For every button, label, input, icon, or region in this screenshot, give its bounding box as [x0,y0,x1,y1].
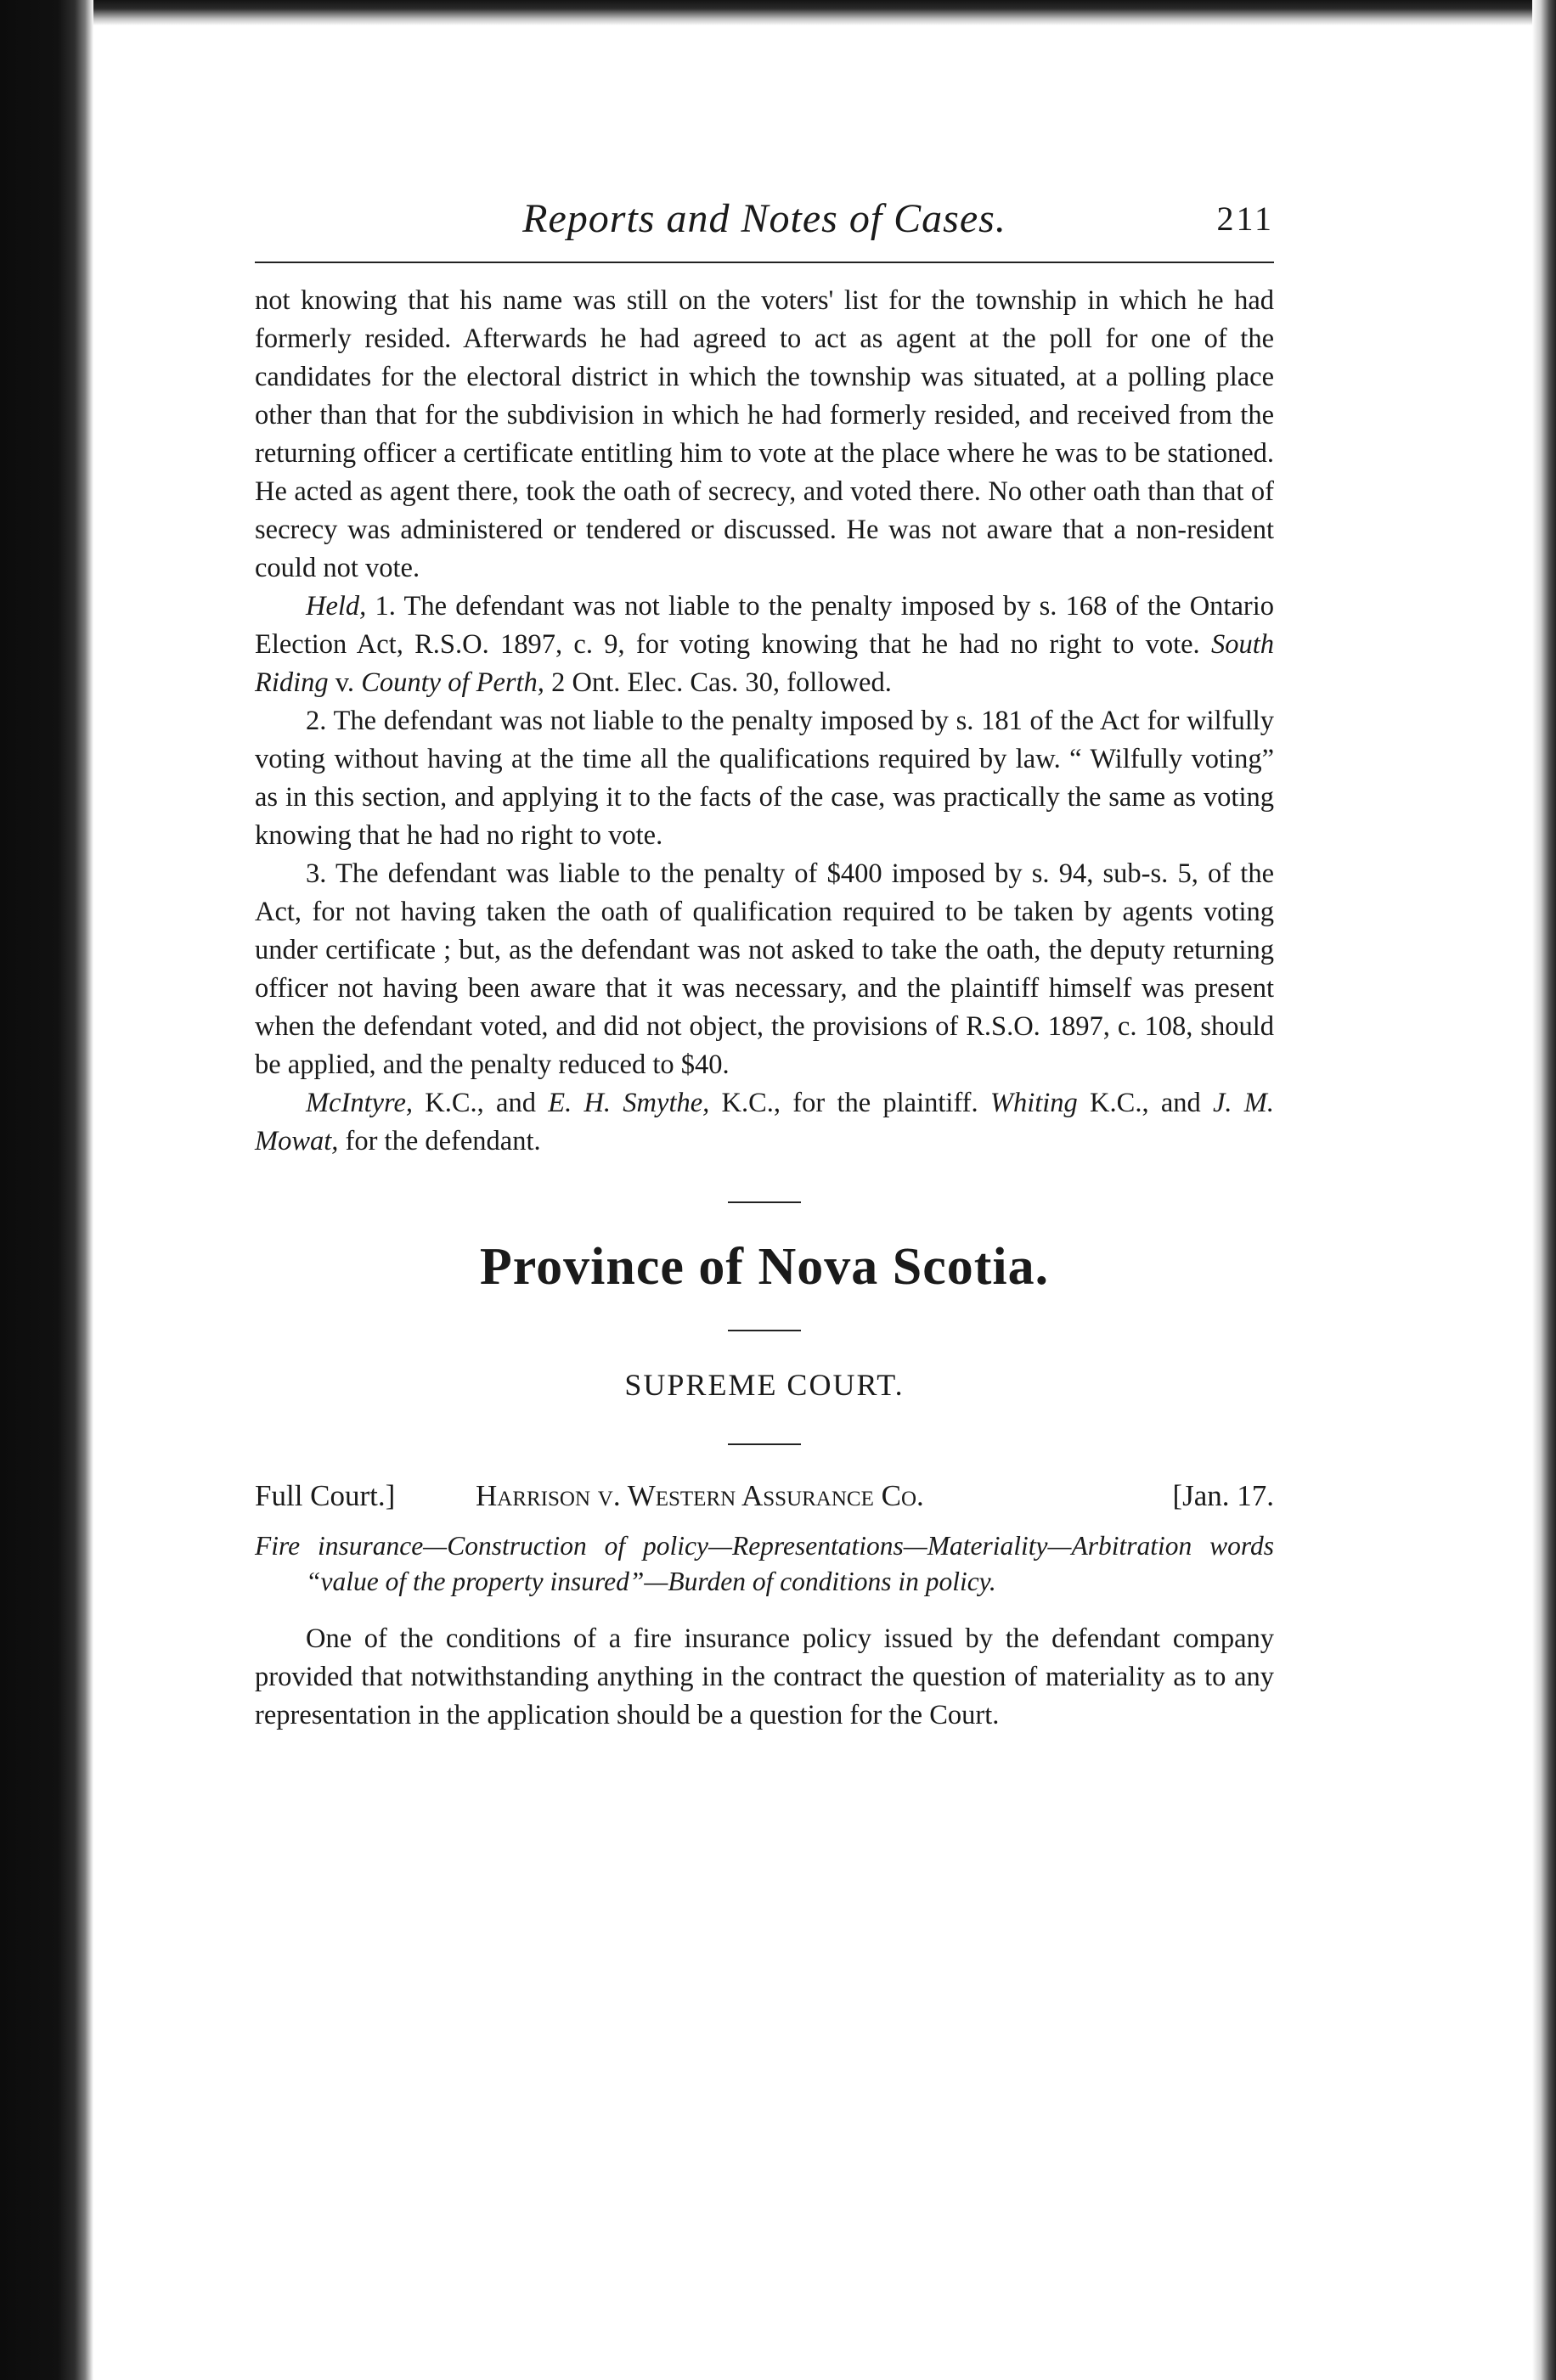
counsel-text: for the defendant. [338,1126,541,1156]
counsel-paragraph [255,1084,1274,1161]
held-1-text-b: 2 Ont. Elec. Cas. 30, followed. [544,667,892,698]
case-body-paragraph: One of the conditions of a fire insurance policy issued by the defendant company provided that notwithstanding anything in the contract the question of materiality as to any representation in the application should be a question for the Court. [255,1623,1274,1730]
held-1-text-a: 1. The defendant was not liable to the penalty imposed by s. 168 of the Ontario Election Act, R.S.O. 1897, c. 9, for voting knowing that he had no right to vote. [255,591,1274,660]
counsel-name: E. H. Smythe, [548,1088,710,1118]
held-paragraph-1 [255,588,1274,702]
cited-case-versus: v. [328,667,362,698]
section-divider [728,1201,801,1203]
case-headnote: Fire insurance—Construction of policy—Representations—Materiality—Arbitration words “value of the property insured”—Burden of conditions in policy. [255,1531,1274,1596]
cited-case-defendant: County of Perth, [361,667,544,698]
court-heading: SUPREME COURT. [624,1368,905,1402]
case-facts-paragraph: not knowing that his name was still on the voters' list for the township in which he had formerly resided. Afterwards he had agreed to act as agent at the poll for one of the candidates for the electoral district in which the township was situated, at a polling place other than that for the subdivision in which he had formerly resided, and received from the returning officer a certificate entitling him to vote at the place where he was to be stationed. He acted as agent there, took the oath of secrecy, and voted there. No other oath than that of secrecy was administered or tendered or discussed. He was not aware that a non-resident could not vote. [255,285,1274,583]
held-paragraph-2: 2. The defendant was not liable to the penalty imposed by s. 181 of the Act for wilfully voting without having at the time all the qualifications required by law. “ Wilfully voting” as in this section, and applying it to the facts of the case, was practically the same as voting knowing that he had no right to vote. [255,706,1274,851]
scan-binding-edge [0,0,93,2380]
counsel-name: J. M. Mowat, [255,1088,1274,1156]
header-rule [255,262,1274,263]
counsel-text: K.C., for the plaintiff. [709,1088,990,1118]
counsel-name: McIntyre, [306,1088,414,1118]
section-heading: Province of Nova Scotia. [479,1238,1050,1296]
page-number: 211 [1216,200,1274,238]
cited-case-plaintiff: South Riding [255,629,1274,698]
court-divider [728,1443,801,1445]
held-paragraph-3: 3. The defendant was liable to the penalty of $400 imposed by s. 94, sub-s. 5, of the Act, for not having taken the oath of qualification required to be taken by agents voting under certificate ; but, as the defendant was not asked to take the oath, the deputy returning officer not having been aware that it was necessary, and the plaintiff himself was present when the defendant voted, and did not object, the provisions of R.S.O. 1897, c. 108, should be applied, and the penalty reduced to $40. [255,858,1274,1080]
scan-top-edge [0,0,1556,25]
running-title: Reports and Notes of Cases. [522,196,1006,241]
counsel-text: K.C., and [1077,1088,1213,1118]
counsel-name: Whiting [989,1088,1078,1118]
heading-divider [728,1330,801,1331]
document-page [255,195,1274,1735]
case-bench: Full Court.] [255,1479,396,1512]
counsel-text: K.C., and [413,1088,549,1118]
case-date: [Jan. 17. [1172,1479,1274,1512]
case-caption [255,1479,1274,1523]
held-label: Held, [306,591,367,622]
running-header [255,195,1274,255]
case-name: Harrison v. Western Assurance Co. [476,1479,924,1512]
scan-right-edge [1532,0,1556,2380]
